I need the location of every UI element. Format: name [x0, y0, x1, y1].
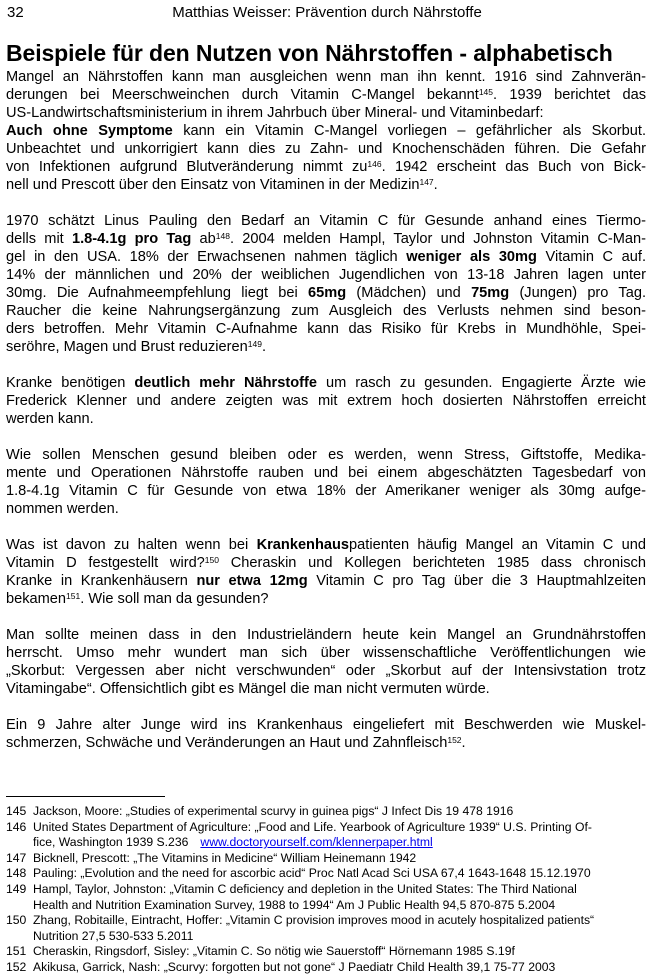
text-line: Vitamin D festgestellt wird?$^{150}$ Cheraskin und Kollegen berichteten 1985 dass chronisch — [6, 555, 646, 571]
paragraph — [6, 446, 646, 518]
section-heading: Beispiele für den Nutzen von Nährstoffen - alphabetisch — [6, 40, 613, 66]
text-line: gel in den USA. 18% der Erwachsenen nahmen täglich weniger als 30mg Vitamin C auf. — [6, 249, 647, 265]
footnote: 149 Hampl, Taylor, Johnston: „Vitamin C deficiency and depletion in the United States: The Third National — [6, 881, 577, 896]
text-line: seröhre, Magen und Brust reduzieren$^{149}$. — [6, 339, 266, 355]
text-line: herrscht. Umso mehr wundert man sich über wissenschaftliche Veröffentlichungen wie — [6, 645, 646, 661]
footnote: 145 Jackson, Moore: „Studies of experimental scurvy in guinea pigs“ J Infect Dis 19 478 1916 — [6, 804, 514, 818]
text-line: Frederick Klenner und andere zeigten was mit extrem hoch dosierten Nährstoffen erreicht — [6, 393, 646, 409]
emphasis: nur etwa 12mg — [196, 573, 308, 589]
footnote-ref[interactable]: 148 — [215, 231, 230, 241]
footnote-link[interactable]: www.doctoryourself.com/klennerpaper.html — [200, 835, 433, 850]
text-line: Kranke in Krankenhäusern nur etwa 12mg Vitamin C pro Tag über die 3 Hauptmahlzeiten — [6, 573, 646, 589]
text-line: werden kann. — [6, 411, 94, 427]
emphasis: deutlich mehr Nährstoffe — [134, 375, 317, 391]
emphasis: weniger als 30mg — [406, 249, 537, 265]
text-line: Man sollte meinen dass in den Industrieländern heute kein Mangel an Grundnährstoffen — [6, 627, 646, 643]
paragraph — [6, 536, 646, 608]
page-header — [0, 4, 654, 24]
footnote: 150 Zhang, Robitaille, Eintracht, Hoffer: „Vitamin C provision improves mood in acutely hospitalized patients“ — [6, 913, 595, 928]
text-line: Auch ohne Symptome kann ein Vitamin C-Mangel vorliegen – gefährlicher als Skorbut. — [6, 123, 647, 139]
footnote-ref[interactable]: 152 — [447, 735, 462, 745]
text-line: dells mit 1.8-4.1g pro Tag $ab^{148}$. 2004 melden Hampl, Taylor und Johnston Vitamin C-Man- — [6, 231, 647, 247]
emphasis: 65mg — [308, 285, 347, 301]
text-line: bekamen$^{151}$. Wie soll man da gesunden? — [6, 591, 269, 607]
footnote-ref[interactable]: 147 — [419, 177, 434, 187]
text-line: US-Landwirtschaftsministerium in ihrem Jahrbuch über Mineral- und Vitaminbedarf: — [6, 105, 544, 121]
paragraph — [6, 68, 646, 194]
emphasis: 75mg — [471, 285, 510, 301]
text-line: nell und Prescott über den Einsatz von Vitaminen in der Medizin$^{147}$. — [6, 177, 438, 193]
text-line: Wie sollen Menschen gesund bleiben oder es werden, wenn Stress, Giftstoffe, Medika- — [6, 447, 646, 463]
footnotes — [6, 804, 646, 976]
text-line: 30mg. Die Aufnahmeempfehlung liegt bei 65mg (Mädchen) und 75mg (Jungen) pro Tag. — [6, 285, 646, 301]
paragraph — [6, 626, 646, 698]
footnote-ref[interactable]: 145 — [478, 87, 493, 97]
footnote: 146 United States Department of Agriculture: „Food and Life. Yearbook of Agriculture 1939“ U.S. Printing Of- — [6, 819, 592, 834]
paragraph — [6, 374, 646, 428]
page-number: 32 — [7, 4, 24, 21]
footnote-continuation: fice, Washington 1939 S.236 www.doctoryourself.com/klennerpaper.html — [33, 835, 433, 850]
paragraph — [6, 212, 646, 356]
text-line: „Skorbut: Vergessen aber nicht verschwunden“ oder „Skorbut auf der Intensivstation trotz — [6, 663, 646, 679]
footnote: 147 Bicknell, Prescott: „The Vitamins in Medicine“ William Heinemann 1942 — [6, 850, 417, 865]
text-line: mente und Operationen Nährstoffe rauben und bei einem abgeschätzten Tagesbedarf von — [6, 465, 646, 481]
text-line: von Infektionen aufgrund Blutveränderung nimmt $zu^{146}$. 1942 erscheint das Buch von Bick- — [6, 159, 646, 175]
text-line: ders betroffen. Mehr Vitamin C-Aufnahme kann das Risiko für Krebs in Mundhöhle, Spei- — [6, 321, 646, 337]
text-line: Vitamingabe“. Offensichtlich gibt es Mängel die man nicht vermuten würde. — [6, 681, 490, 697]
emphasis: Krankenhaus — [256, 537, 350, 553]
text-line: Raucher die keine Nahrungsergänzung zum Ausgleich des Verlusts nehmen sind beson- — [6, 303, 646, 319]
body-text — [6, 68, 646, 752]
text-line: Was ist davon zu halten wenn bei Krankenhauspatienten häufig Mangel an Vitamin C und — [6, 537, 646, 553]
footnote-ref[interactable]: 149 — [247, 339, 262, 349]
footnote: 152 Akikusa, Garrick, Nash: „Scurvy: forgotten but not gone“ J Paediatr Child Health 39,1 75-77 2003 — [6, 959, 556, 974]
text-line: Kranke benötigen deutlich mehr Nährstoffe um rasch zu gesunden. Engagierte Ärzte wie — [6, 375, 646, 391]
footnote-continuation: Nutrition 27,5 530-533 5.2011 — [33, 928, 194, 943]
text-line: derungen bei Meerschweinchen durch Vitamin C-Mangel bekannt$^{145}$. 1939 berichtet das — [6, 87, 646, 103]
running-title: Matthias Weisser: Prävention durch Nährstoffe — [172, 4, 482, 21]
text-line: 1.8-4.1g Vitamin C für Gesunde von etwa 18% der Amerikaner weniger als 30mg aufge- — [6, 483, 646, 499]
footnote-divider — [6, 796, 165, 797]
paragraph — [6, 716, 646, 752]
text-line: 14% der männlichen und 20% der weiblichen Jugendlichen von 13-18 Jahren lagen unter — [6, 267, 646, 283]
footnote: 148 Pauling: „Evolution and the need for ascorbic acid“ Proc Natl Acad Sci USA 67,4 1643-1648 15.12.1970 — [6, 866, 591, 881]
footnote-ref[interactable]: 150 — [204, 555, 219, 565]
footnote-continuation: Health and Nutrition Examination Survey, 1988 to 1994“ Am J Public Health 94,5 870-875 5.2004 — [33, 897, 556, 912]
text-line: Ein 9 Jahre alter Junge wird ins Krankenhaus eingeliefert mit Beschwerden wie Muskel- — [6, 717, 646, 733]
text-line: 1970 schätzt Linus Pauling den Bedarf an Vitamin C für Gesunde anhand eines Tiermo- — [6, 213, 646, 229]
emphasis: 1.8-4.1g pro Tag — [72, 231, 192, 247]
text-line: Mangel an Nährstoffen kann man ausgleichen wenn man ihn kennt. 1916 sind Zahnverän- — [6, 69, 646, 85]
footnote: 151 Cheraskin, Ringsdorf, Sisley: „Vitamin C. So nötig wie Sauerstoff“ Hörnemann 1985 S.19f — [6, 944, 515, 959]
footnote-ref[interactable]: 146 — [367, 159, 382, 169]
text-line: Unbeachtet und unkorrigiert kann dies zu Zahn- und Knochenschäden führen. Die Gefahr — [6, 141, 646, 157]
text-line: nommen werden. — [6, 501, 119, 517]
footnote-ref[interactable]: 151 — [66, 591, 81, 601]
text-line: schmerzen, Schwäche und Veränderungen an Haut und Zahnfleisch$^{152}$. — [6, 735, 466, 751]
emphasis: Auch ohne Symptome — [6, 123, 173, 139]
